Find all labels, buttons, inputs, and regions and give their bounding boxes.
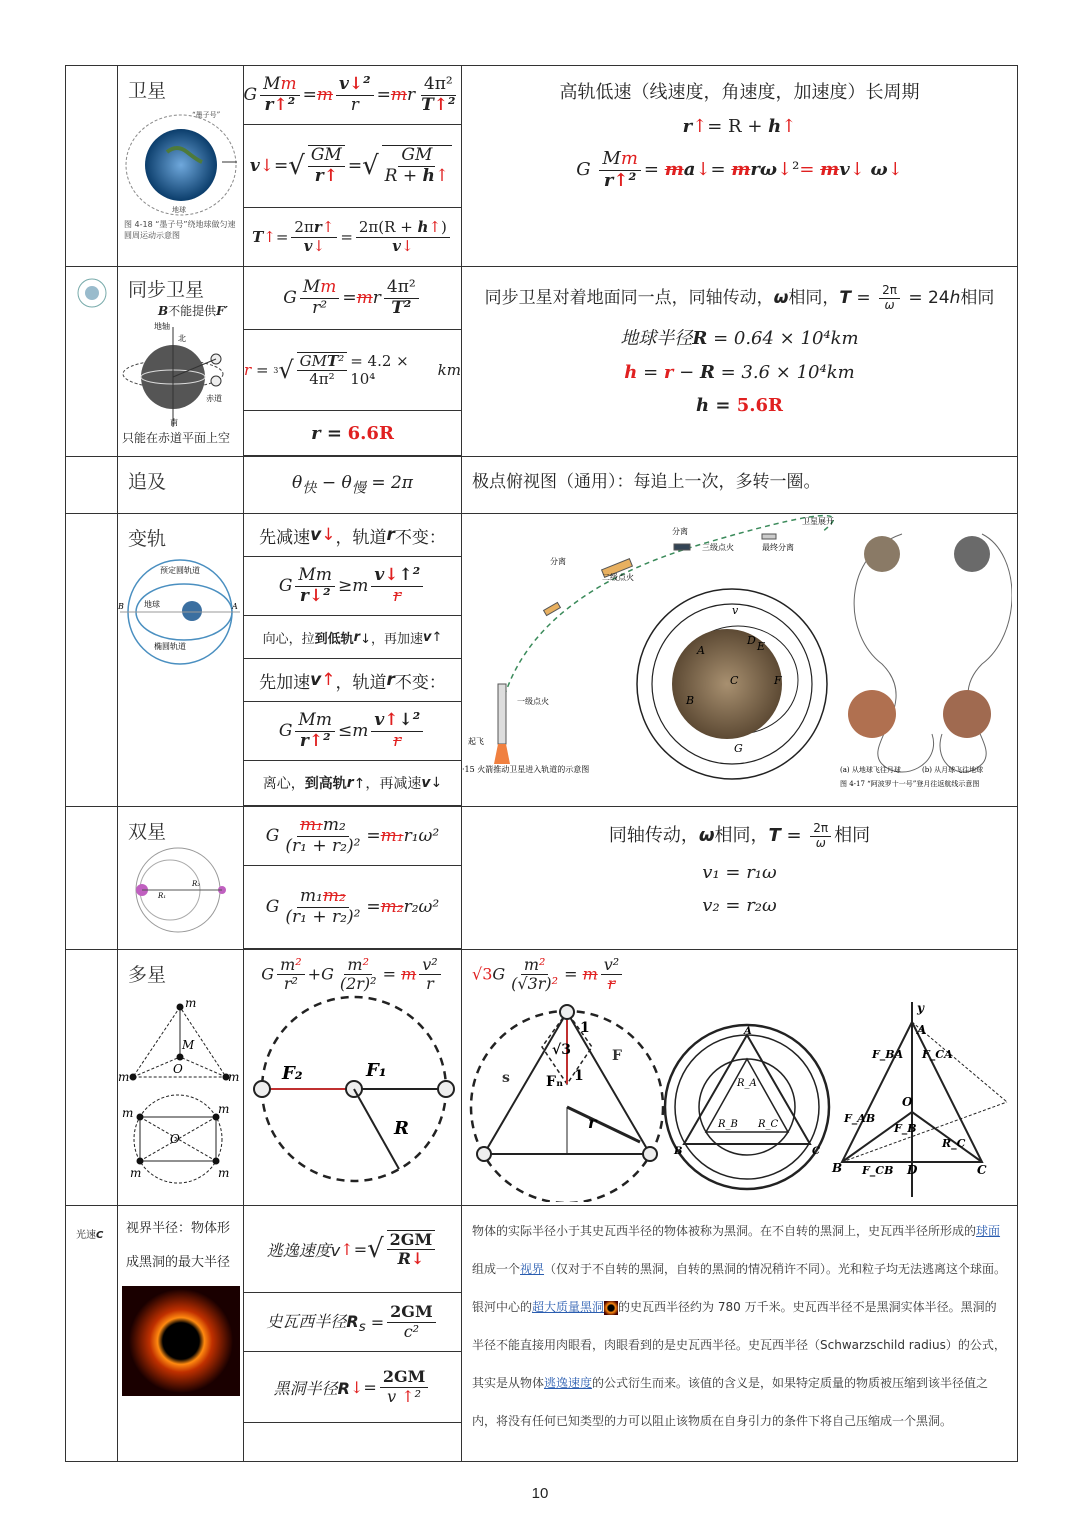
blackhole-radius-eq: 黑洞半径R ↓ = $\frac{2GM}{\text{v ↑²}}$ [244, 1352, 461, 1423]
svg-text:y: y [917, 1002, 924, 1015]
svg-text:m: m [228, 1070, 240, 1084]
content-table [65, 65, 1018, 1462]
orbit-s3: 向心，拉 到低轨 r ↓，再加速 v ↑ [244, 616, 461, 659]
figure-caption: 图 4-18 “墨子号”绕地球做匀速圆周运动示意图 [124, 220, 236, 240]
orbit-s2: G $\frac{Mm}{\text{r↓²}}$ ≥ m $\frac{\text{v↓↑²}}{r}$ [244, 557, 461, 616]
svg-text:F_B: F_B [894, 1122, 917, 1135]
svg-text:北: 北 [178, 334, 186, 343]
svg-text:(b) 从月球飞往地球: (b) 从月球飞往地球 [922, 766, 984, 774]
svg-text:一级点火: 一级点火 [517, 697, 549, 706]
svg-text:F_BA: F_BA [872, 1048, 904, 1061]
svg-text:地球: 地球 [144, 600, 160, 609]
geo-note-bottom: 只能在赤道平面上空 [122, 431, 231, 445]
chase-eq: $\theta_快 - \theta_慢 = 2\pi$ [292, 473, 413, 497]
orbit-s4: 先加速 v ↑ ，轨道 r 不变： [244, 659, 461, 702]
binary-right-l3: v₂ = r₂ω [702, 895, 777, 917]
svg-text:m: m [218, 1166, 230, 1180]
row-label: 双星 [128, 821, 167, 843]
multi-star-figure [118, 987, 242, 1187]
svg-text:R_C: R_C [942, 1137, 966, 1150]
svg-text:1: 1 [574, 1068, 584, 1084]
page-number: 10 [531, 1485, 549, 1502]
multi-triangle-figures [462, 1002, 1012, 1202]
svg-text:R: R [394, 1117, 409, 1139]
svg-text:M: M [182, 1038, 195, 1052]
svg-text:B: B [118, 602, 124, 611]
geo-thumbnail-icon [70, 273, 114, 313]
satellite-eq1: G $\frac{Mm}{\text{r↑²}}$ = m $\frac{\text{v↓²}}{r}$ = mr $\frac{\text{4π²}}{\text{T↑²}}$ [244, 66, 461, 125]
svg-text:m: m [122, 1106, 134, 1120]
svg-text:1: 1 [580, 1020, 590, 1036]
geo-right-title: 同步卫星对着地面同一点，同轴传动，ω相同，T = $\frac{2\pi}{\omega}$ = 24h相同 [484, 282, 995, 312]
blackhole-mini-icon [604, 1301, 618, 1315]
row-multi [66, 950, 1018, 1206]
row-chase [66, 457, 1018, 514]
horizon-label: 视界半径：物体形成黑洞的最大半径 [126, 1221, 231, 1270]
svg-text:D: D [747, 634, 756, 647]
svg-text:O: O [170, 1132, 180, 1146]
svg-text:v: v [732, 604, 739, 617]
light-speed-label: 光速C [76, 1230, 104, 1241]
svg-text:地轴: 地轴 [154, 322, 170, 331]
svg-text:G: G [734, 742, 743, 755]
binary-eq2: G $\frac{\text{m₁m₂}}{\text{(r₁ + r₂)²}}$ = m₂r₂ω² [244, 866, 461, 949]
svg-text:m: m [218, 1102, 230, 1116]
link-smbh[interactable]: 超大质量黑洞 [532, 1300, 605, 1314]
svg-text:B: B [674, 1146, 683, 1157]
svg-text:F: F [774, 674, 782, 687]
svg-text:A: A [697, 644, 705, 657]
row-label: 卫星 [128, 80, 167, 102]
svg-text:分离: 分离 [550, 557, 566, 566]
link-escape-velocity[interactable]: 逃逸速度 [544, 1376, 593, 1390]
escape-velocity-eq: 逃逸速度v ↑ = √ $\frac{2GM}{R↓}$ [244, 1206, 461, 1293]
multi-eq-right: √3G $\frac{\text{m²}}{\text{(√3r)²}}$ = m $\frac{\text{v²}}{r}$ [462, 950, 1017, 994]
svg-text:r: r [588, 1113, 597, 1132]
row-blackhole [66, 1206, 1018, 1462]
satellite-eq2: v ↓ = √ $\frac{GM}{r↑}$ = √ $\frac{GM}{R + h↑}$ [244, 125, 461, 208]
svg-text:预定圆轨道: 预定圆轨道 [160, 566, 200, 575]
link-sphere[interactable]: 球面 [976, 1224, 1001, 1238]
svg-text:F_AB: F_AB [844, 1112, 876, 1125]
svg-text:C: C [730, 674, 739, 687]
svg-text:·15 火箭推动卫星进入轨道的示意图: ·15 火箭推动卫星进入轨道的示意图 [462, 765, 590, 774]
svg-text:赤道: 赤道 [206, 394, 222, 403]
orbit-transfer-figure [118, 557, 242, 667]
svg-text:m: m [130, 1166, 142, 1180]
geo-right-l3: h = 5.6R [696, 395, 783, 417]
link-horizon[interactable]: 视界 [520, 1262, 545, 1276]
svg-text:图 4-17 “阿波罗十一号”登月往返航线示意图: 图 4-17 “阿波罗十一号”登月往返航线示意图 [840, 780, 980, 788]
binary-eq1: G $\frac{\text{m₁m₂}}{\text{(r₁ + r₂)²}}$ = m₁r₁ω² [244, 807, 461, 866]
svg-text:(a) 从地球飞往月球: (a) 从地球飞往月球 [840, 766, 901, 774]
binary-right-l1: 同轴传动，ω相同，T = $\frac{2\pi}{\omega}$ 相同 [608, 820, 871, 850]
row-satellite [66, 66, 1018, 267]
svg-text:R₂: R₂ [191, 880, 200, 888]
row-orbit [66, 514, 1018, 807]
svg-text:R_A: R_A [737, 1078, 757, 1089]
satellite-eq3: T ↑ = $\frac{2\pi r↑}{v↓}$ = $\frac{2\pi(R + h↑)}{v↓}$ [244, 208, 461, 266]
svg-text:地球: 地球 [171, 206, 186, 214]
svg-text:m: m [118, 1070, 130, 1084]
svg-text:A: A [232, 602, 238, 611]
binary-star-figure [122, 846, 240, 936]
svg-text:分离: 分离 [672, 527, 688, 536]
geo-right-l1: 地球半径R = 0.64 × 10⁴km [620, 328, 859, 350]
multi-force-circle-figure [244, 994, 460, 1184]
row-binary [66, 807, 1018, 950]
svg-text:R_C: R_C [758, 1119, 779, 1130]
svg-text:O: O [173, 1062, 183, 1076]
orbit-s5: G $\frac{Mm}{\text{r↑²}}$ ≤ m $\frac{\text{v↑↓²}}{r}$ [244, 702, 461, 761]
svg-text:椭圆轨道: 椭圆轨道 [154, 642, 186, 651]
svg-text:B: B [832, 1161, 843, 1175]
svg-text:A: A [744, 1026, 752, 1037]
svg-text:F_CA: F_CA [922, 1048, 953, 1061]
svg-text:O: O [902, 1095, 913, 1109]
svg-text:A: A [917, 1023, 927, 1037]
svg-text:Fₙ: Fₙ [546, 1074, 564, 1090]
schwarzschild-eq: 史瓦西半径$R_s$ = $\frac{2GM}{\text{c²}}$ [244, 1293, 461, 1352]
svg-text:m: m [185, 996, 197, 1010]
geo-eq3: r = 6.6R [244, 411, 461, 456]
svg-text:C: C [812, 1146, 820, 1157]
svg-text:D: D [907, 1163, 918, 1177]
geo-eq2: r = 3 √ $\frac{\text{GMT²}}{\text{4π²}}$ = 4.2 × 10⁴ km [244, 330, 461, 411]
geo-note: B不能提供F′ [158, 304, 228, 318]
rocket-orbit-figure [462, 514, 1012, 800]
satellite-right-eq1: r↑= R + h↑ [682, 116, 797, 137]
svg-text:“墨子号”: “墨子号” [191, 111, 220, 119]
row-label: 追及 [128, 471, 167, 493]
svg-text:E: E [757, 640, 766, 653]
satellite-right-title: 高轨低速（线速度，角速度，加速度）长周期 [559, 82, 920, 103]
svg-text:B: B [686, 694, 695, 707]
blackhole-paragraph: 物体的实际半径小于其史瓦西半径的物体被称为黑洞。在不自转的黑洞上，史瓦西半径所形成的球面组成一个视界（仅对于不自转的黑洞，自转的黑洞的情况稍许不同）。光和粒子均无法逃离这个球面。银河中心的超大质量黑洞 的史瓦西半径约为 780 万千米。史瓦西半径不是黑洞实体半径。黑洞的半径不能直接用肉眼看，肉眼看到的是史瓦西半径。史瓦西半径（Schwarzschild radius）的公式，其实是从物体逃逸速度的公式衍生而来。该值的含义是，如果特定质量的物质被压缩到该半径值之内，将没有任何已知类型的力可以阻止该物质在自身引力的条件下将自己压缩成一个黑洞。 [472, 1224, 1007, 1428]
svg-text:s: s [502, 1070, 510, 1086]
svg-text:√3: √3 [552, 1042, 571, 1058]
satellite-orbit-figure [122, 107, 240, 217]
blackhole-image [122, 1286, 240, 1396]
multi-eq-left: G $\frac{\text{m²}}{\text{r²}}$ +G $\frac{\text{m²}}{\text{(2r)²}}$ = m $\frac{\text{v²}}{r}$ [244, 950, 461, 994]
row-geo [66, 267, 1018, 457]
svg-text:F: F [612, 1048, 622, 1064]
svg-text:卫星展开: 卫星展开 [802, 517, 834, 526]
svg-text:南: 南 [170, 418, 178, 427]
orbit-s6: 离心， 到高轨 r ↑，再减速 v ↓ [244, 761, 461, 806]
binary-right-l2: v₁ = r₁ω [702, 862, 777, 884]
svg-text:R₁: R₁ [157, 892, 166, 900]
svg-text:最终分离: 最终分离 [762, 543, 794, 552]
row-label: 多星 [128, 964, 167, 986]
svg-text:起飞: 起飞 [468, 737, 484, 746]
geo-eq1: G $\frac{Mm}{\text{r²}}$ = mr $\frac{\text{4π²}}{\text{T²}}$ [244, 267, 461, 330]
geo-earth-figure [118, 319, 242, 429]
svg-text:F₂: F₂ [282, 1062, 303, 1084]
geo-right-l2: h = r − R = 3.6 × 10⁴km [624, 362, 855, 384]
svg-text:二级点火: 二级点火 [602, 573, 634, 582]
svg-text:C: C [977, 1163, 987, 1177]
orbit-s1: 先减速 v ↓ ，轨道 r 不变： [244, 514, 461, 557]
svg-text:F₁: F₁ [366, 1059, 387, 1081]
svg-text:R_B: R_B [718, 1119, 738, 1130]
satellite-right-eq2: G $\frac{Mm}{\text{r↑²}}$ = ma↓= mrω↓²= mv↓ ω↓ [576, 148, 903, 191]
row-label: 变轨 [128, 528, 167, 550]
row-label: 同步卫星 [128, 279, 205, 301]
svg-text:F_CB: F_CB [862, 1164, 894, 1177]
svg-text:三级点火: 三级点火 [702, 543, 734, 552]
chase-right: 极点俯视图（通用）：每追上一次，多转一圈。 [472, 472, 821, 492]
